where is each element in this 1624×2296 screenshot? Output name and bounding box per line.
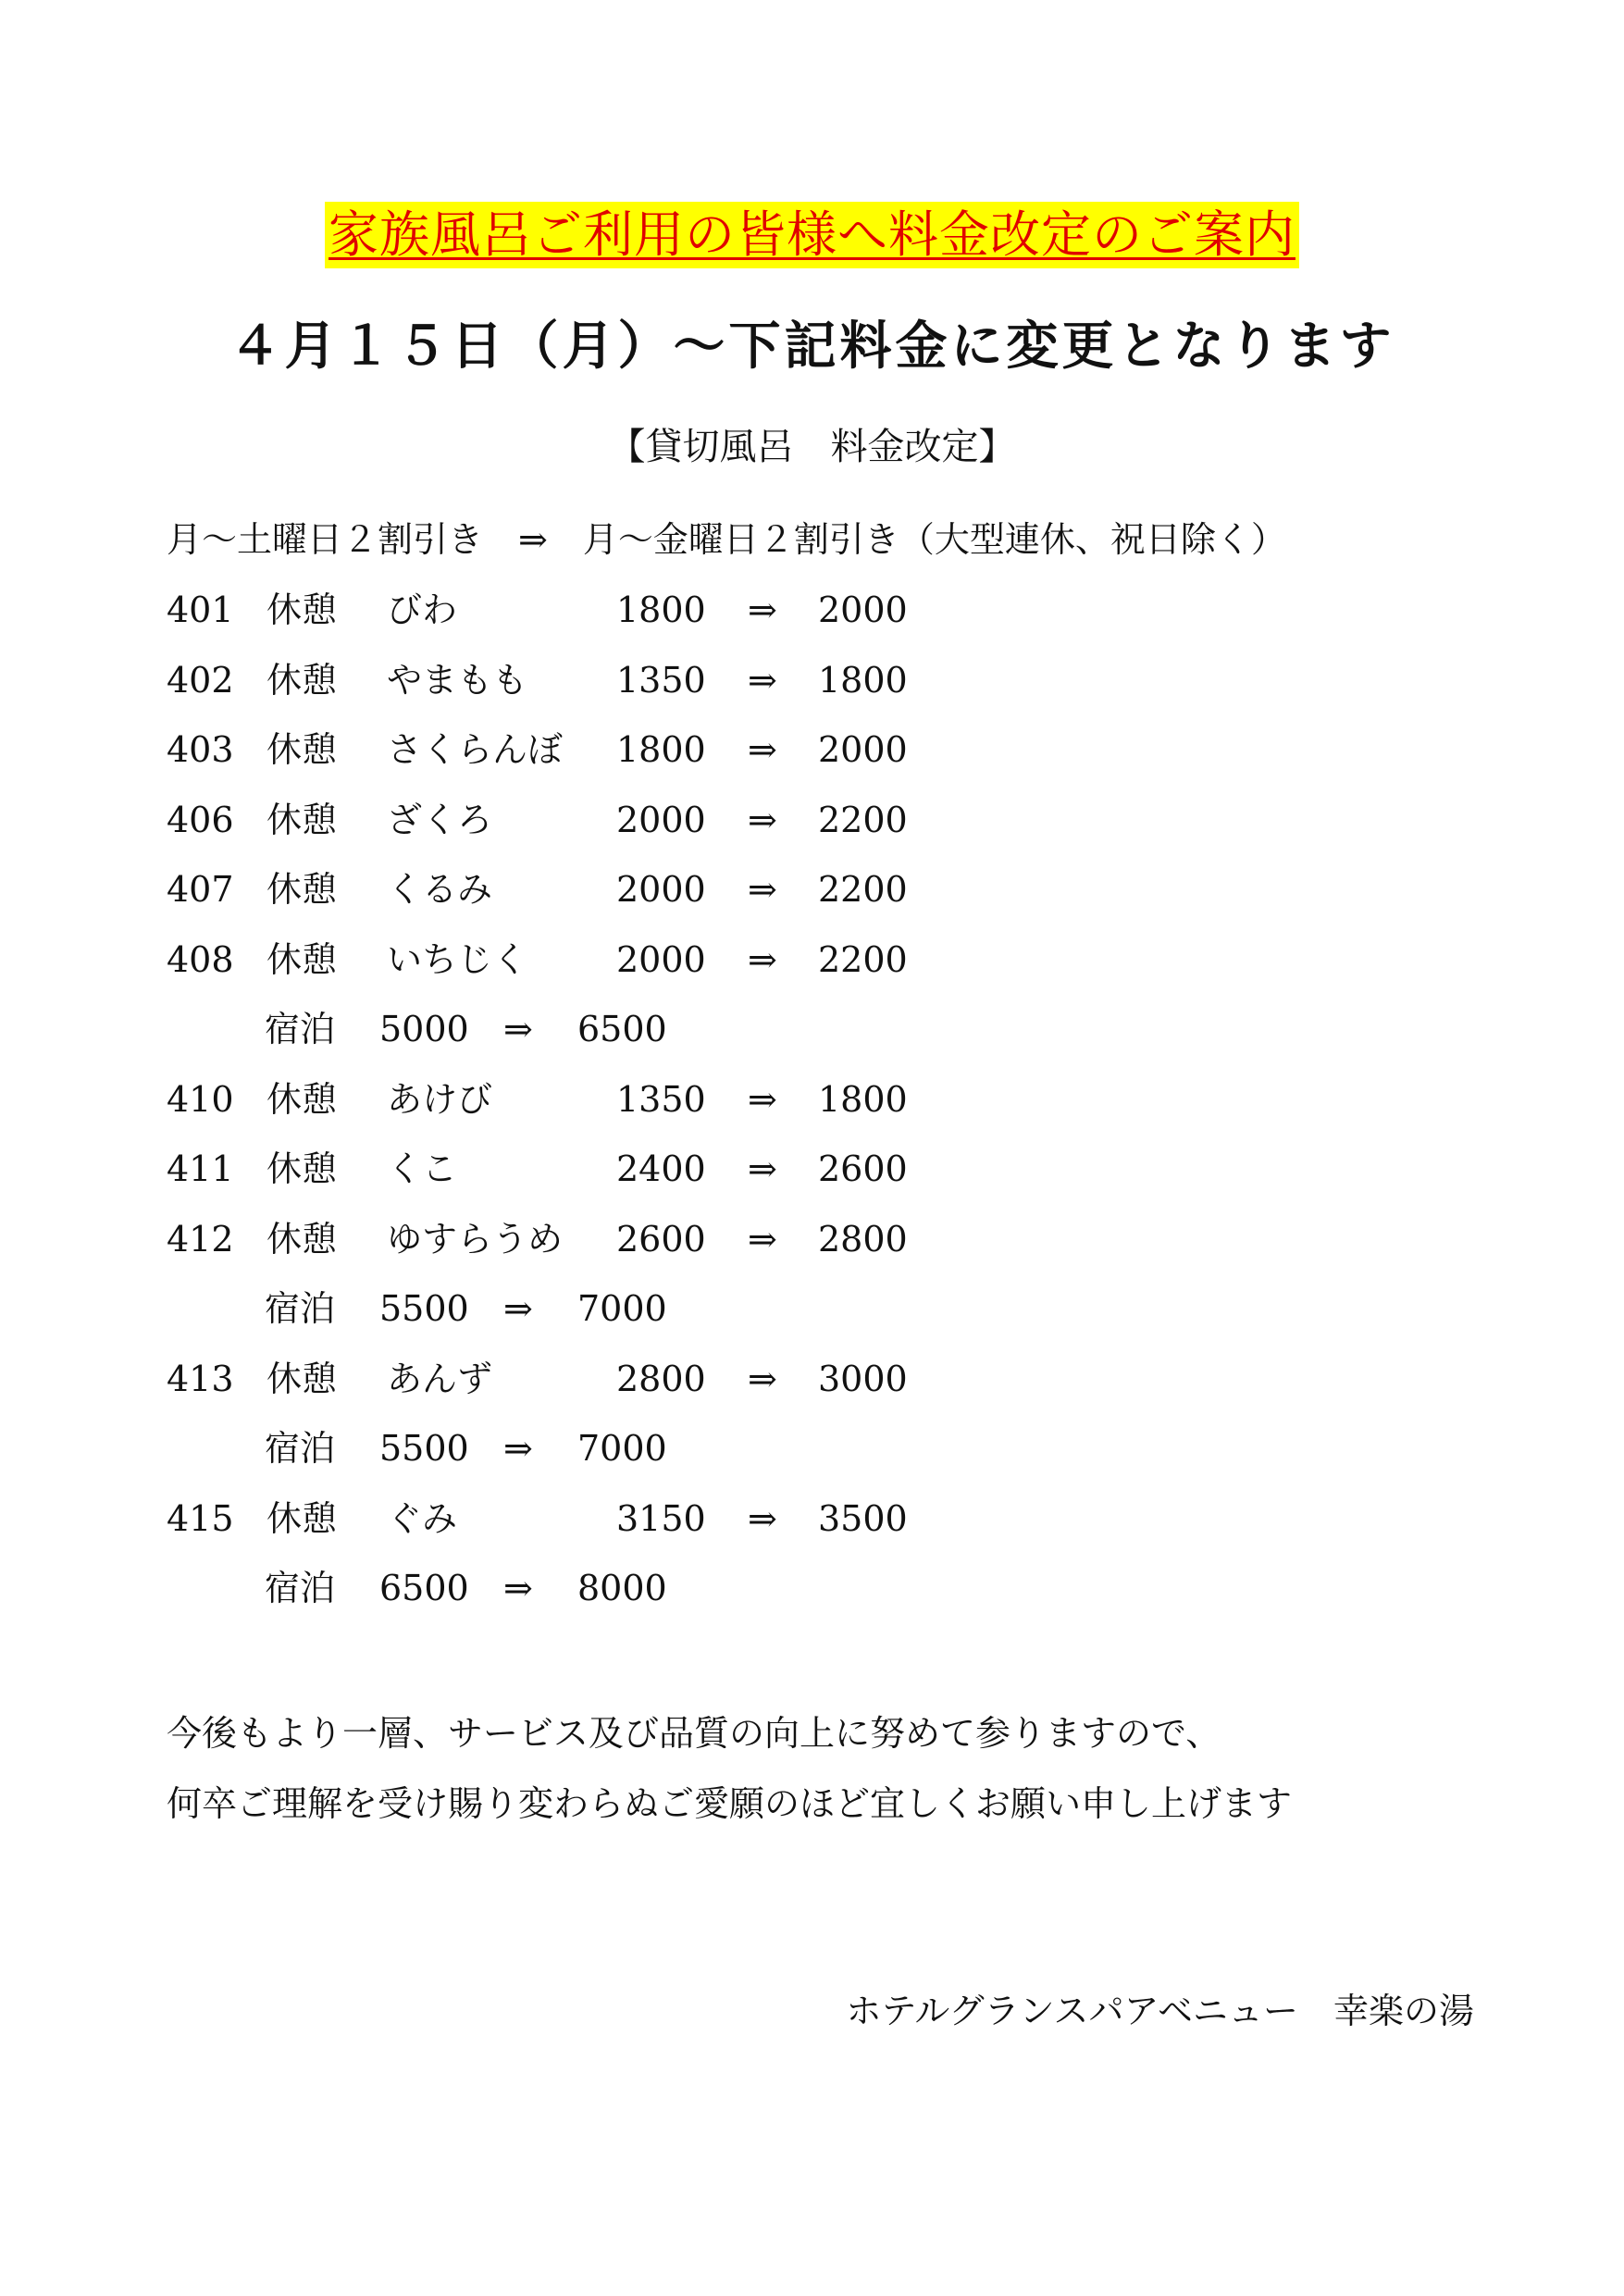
arrow: ⇒ [503, 1009, 533, 1049]
arrow: ⇒ [503, 1428, 533, 1469]
room-name: やまもも [387, 659, 528, 701]
arrow: ⇒ [748, 869, 777, 910]
signature: ホテルグランスパアベニュー 幸楽の湯 [846, 1991, 1474, 2031]
room-name: あけび [387, 1078, 493, 1120]
rate-type: 休憩 [267, 869, 338, 910]
old-price: 5500 [379, 1288, 469, 1329]
new-price: 2200 [818, 799, 908, 840]
room-number: 410 [167, 1078, 234, 1120]
rate-type: 宿泊 [265, 1288, 336, 1329]
rate-type: 休憩 [267, 659, 338, 701]
old-price: 2000 [616, 799, 706, 840]
room-name: くるみ [387, 869, 493, 910]
rate-row [167, 1354, 1277, 1424]
room-name: ゆすらうめ [387, 1218, 564, 1260]
arrow: ⇒ [748, 1497, 777, 1539]
rate-row [167, 655, 1277, 726]
rate-row [167, 1423, 1277, 1494]
rate-row [167, 1004, 1277, 1074]
rate-row [167, 935, 1277, 1005]
new-price: 2200 [818, 938, 908, 980]
room-number: 413 [167, 1358, 234, 1399]
rate-row [167, 1074, 1277, 1145]
section-title: 【貸切風呂 料金改定】 [608, 426, 1016, 468]
old-price: 1350 [616, 659, 706, 701]
arrow: ⇒ [748, 1218, 777, 1260]
new-price: 3500 [818, 1497, 908, 1539]
old-price: 2600 [616, 1218, 706, 1260]
new-price: 2200 [818, 869, 908, 910]
rate-type: 宿泊 [265, 1009, 336, 1049]
room-number: 403 [167, 729, 234, 770]
old-price: 2000 [616, 938, 706, 980]
rate-row [167, 1494, 1277, 1564]
new-price: 3000 [818, 1358, 908, 1399]
old-price: 3150 [616, 1497, 706, 1539]
rate-row [167, 1214, 1277, 1285]
arrow: ⇒ [748, 590, 777, 630]
arrow: ⇒ [748, 729, 777, 770]
rate-type: 休憩 [267, 1148, 338, 1189]
rate-type: 休憩 [267, 938, 338, 980]
new-price: 8000 [577, 1568, 667, 1608]
page-subtitle: ４月１５日（月）～下記料金に変更となります [229, 316, 1395, 377]
rate-type: 宿泊 [265, 1428, 336, 1469]
room-name: ざくろ [387, 799, 493, 840]
rate-type: 休憩 [267, 590, 338, 630]
rate-type: 休憩 [267, 799, 338, 840]
new-price: 1800 [818, 659, 908, 701]
rate-row [167, 1144, 1277, 1214]
arrow: ⇒ [748, 1078, 777, 1120]
rate-type: 休憩 [267, 1078, 338, 1120]
room-name: さくらんぼ [387, 729, 564, 770]
rate-type: 休憩 [267, 1497, 338, 1539]
room-number: 407 [167, 869, 234, 910]
room-number: 408 [167, 938, 234, 980]
new-price: 2800 [818, 1218, 908, 1260]
new-price: 2000 [818, 590, 908, 630]
old-price: 2400 [616, 1148, 706, 1189]
rate-type: 宿泊 [265, 1568, 336, 1608]
old-price: 1800 [616, 729, 706, 770]
room-name: あんず [387, 1358, 493, 1399]
room-name: くこ [387, 1148, 458, 1189]
room-number: 415 [167, 1497, 234, 1539]
room-number: 411 [167, 1148, 234, 1189]
old-price: 2800 [616, 1358, 706, 1399]
closing-line-1: 今後もより一層、サービス及び品質の向上に努めて参りますので、 [167, 1713, 1221, 1754]
old-price: 2000 [616, 869, 706, 910]
rate-type: 休憩 [267, 1358, 338, 1399]
room-name: いちじく [387, 938, 528, 980]
title-banner [0, 202, 1624, 268]
page-title: 家族風呂ご利用の皆様へ料金改定のご案内 [325, 202, 1299, 268]
new-price: 6500 [577, 1009, 667, 1049]
arrow: ⇒ [503, 1288, 533, 1329]
arrow: ⇒ [748, 1358, 777, 1399]
room-number: 412 [167, 1218, 234, 1260]
rate-row [167, 725, 1277, 795]
rate-type: 休憩 [267, 729, 338, 770]
new-price: 7000 [577, 1288, 667, 1329]
rate-type: 休憩 [267, 1218, 338, 1260]
rate-row [167, 1284, 1277, 1354]
rate-row [167, 864, 1277, 935]
closing-message [167, 1698, 1292, 1839]
room-number: 402 [167, 659, 234, 701]
room-number: 406 [167, 799, 234, 840]
old-price: 1350 [616, 1078, 706, 1120]
old-price: 5000 [379, 1009, 469, 1049]
arrow: ⇒ [748, 799, 777, 840]
old-price: 6500 [379, 1568, 469, 1608]
room-number: 401 [167, 590, 234, 630]
new-price: 7000 [577, 1428, 667, 1469]
new-price: 1800 [818, 1078, 908, 1120]
arrow: ⇒ [748, 1148, 777, 1189]
rate-row [167, 1563, 1277, 1633]
room-name: ぐみ [387, 1497, 458, 1539]
old-price: 5500 [379, 1428, 469, 1469]
old-price: 1800 [616, 590, 706, 630]
arrow: ⇒ [503, 1568, 533, 1608]
new-price: 2600 [818, 1148, 908, 1189]
rate-row [167, 585, 1277, 655]
arrow: ⇒ [748, 659, 777, 701]
closing-line-2: 何卒ご理解を受け賜り変わらぬご愛願のほど宜しくお願い申し上げます [167, 1783, 1293, 1824]
new-price: 2000 [818, 729, 908, 770]
rate-row [167, 795, 1277, 865]
discount-note: 月～土曜日２割引き ⇒ 月～金曜日２割引き（大型連休、祝日除く） [167, 519, 1286, 560]
rate-list [167, 585, 1277, 1633]
arrow: ⇒ [748, 938, 777, 980]
room-name: びわ [387, 590, 458, 630]
